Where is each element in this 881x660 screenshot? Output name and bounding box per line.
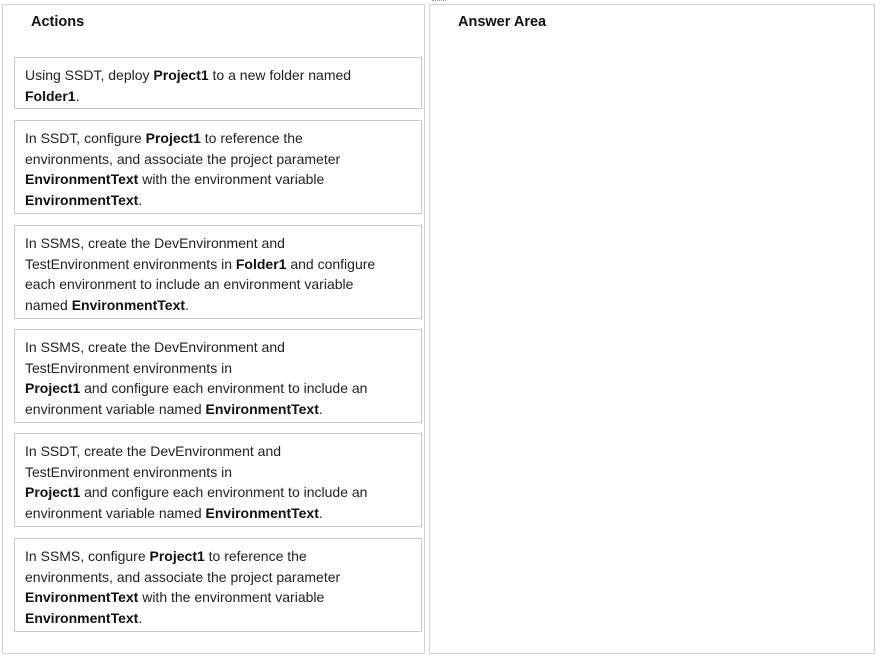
text-run: environments, and associate the project parameter bbox=[25, 568, 341, 585]
action-card-text bbox=[25, 67, 351, 104]
action-card-text bbox=[25, 443, 367, 521]
action-card-text bbox=[25, 130, 340, 208]
answer-area-panel[interactable] bbox=[429, 4, 875, 654]
action-card-text bbox=[25, 339, 367, 417]
action-card-3[interactable] bbox=[14, 225, 422, 319]
text-run: TestEnvironment environments in bbox=[25, 463, 232, 480]
text-run: to reference the bbox=[200, 130, 303, 146]
bold-term: Project1 bbox=[149, 548, 205, 564]
text-run: environments, and associate the project parameter bbox=[25, 150, 341, 167]
bold-term: Project1 bbox=[153, 67, 209, 83]
text-run: each environment to include an environment variable bbox=[25, 276, 354, 292]
text-run: and configure each environment to include an bbox=[80, 380, 368, 396]
bold-term: EnvironmentText bbox=[25, 171, 139, 187]
text-run: environment variable named bbox=[25, 504, 206, 521]
bold-term: EnvironmentText bbox=[25, 589, 139, 605]
action-card-text bbox=[25, 548, 340, 626]
bold-term: EnvironmentText bbox=[205, 400, 319, 417]
text-run: to a new folder named bbox=[208, 67, 352, 83]
bold-term: EnvironmentText bbox=[25, 609, 139, 626]
text-run: . bbox=[138, 191, 143, 208]
text-run: In SSMS, create the DevEnvironment and bbox=[25, 235, 285, 251]
text-run: Using SSDT, deploy bbox=[25, 67, 154, 83]
bold-term: EnvironmentText bbox=[205, 504, 319, 521]
bold-term: EnvironmentText bbox=[71, 296, 186, 313]
actions-title: Actions bbox=[31, 14, 85, 30]
text-run: In SSDT, create the DevEnvironment and bbox=[25, 443, 282, 459]
text-run: . bbox=[318, 400, 323, 417]
text-run: . bbox=[138, 609, 143, 626]
action-card-5[interactable] bbox=[14, 433, 422, 527]
text-run: to reference the bbox=[204, 548, 307, 564]
text-run: with the environment variable bbox=[138, 589, 325, 605]
bold-term: Project1 bbox=[25, 484, 81, 500]
action-card-text bbox=[25, 235, 375, 313]
action-card-1[interactable] bbox=[14, 57, 422, 109]
action-card-4[interactable] bbox=[14, 329, 422, 423]
text-run: and configure bbox=[286, 255, 376, 272]
bold-term: Folder1 bbox=[25, 87, 76, 104]
action-card-2[interactable] bbox=[14, 120, 422, 214]
text-run: environment variable named bbox=[25, 400, 206, 417]
text-run: In SSDT, configure bbox=[25, 130, 146, 146]
bold-term: Project1 bbox=[25, 380, 81, 396]
action-card-6[interactable] bbox=[14, 538, 422, 632]
text-run: In SSMS, create the DevEnvironment and bbox=[25, 339, 285, 355]
bold-term: Folder1 bbox=[235, 255, 287, 272]
text-run: TestEnvironment environments in bbox=[25, 359, 232, 376]
top-tick-mark bbox=[432, 0, 446, 3]
text-run: TestEnvironment environments in bbox=[25, 255, 236, 272]
bold-term: Project1 bbox=[145, 130, 201, 146]
text-run: . bbox=[185, 296, 189, 313]
answer-area-title: Answer Area bbox=[458, 14, 547, 30]
text-run: . bbox=[318, 504, 323, 521]
text-run: with the environment variable bbox=[138, 171, 325, 187]
text-run: and configure each environment to include an bbox=[80, 484, 368, 500]
text-run: . bbox=[75, 87, 80, 104]
text-run: In SSMS, configure bbox=[25, 548, 150, 564]
bold-term: EnvironmentText bbox=[25, 191, 139, 208]
text-run: named bbox=[25, 296, 72, 313]
